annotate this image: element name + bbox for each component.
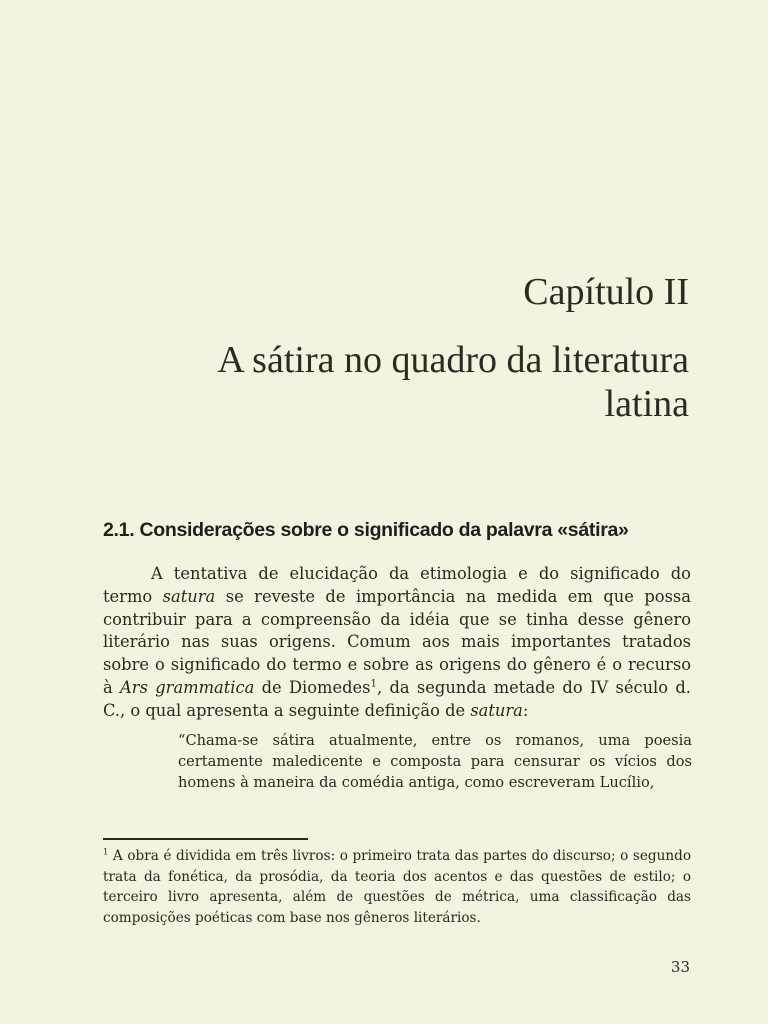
paragraph-text: A tentativa de elucidação da etimologia e do significado do termo [103, 564, 691, 606]
footnote-reference: 1 [370, 678, 377, 690]
paragraph-text: , da segunda metade do IV século d. C., o qual apresenta a seguinte definição de [103, 677, 691, 720]
body-paragraph [103, 563, 691, 723]
footnote-divider [103, 838, 308, 840]
footnote-marker: 1 [103, 846, 109, 857]
footnote [103, 846, 691, 928]
footnote-text: A obra é dividida em três livros: o primeiro trata das partes do discurso; o segundo trata da fonética, da prosódia, da teoria dos acentos e das questões de estilo; o terceiro livro apresenta, além de questões de métrica, uma classificação das composições poéticas com base nos gêneros literários. [103, 848, 691, 926]
work-title: Ars grammatica [120, 677, 255, 697]
page-number: 33 [670, 958, 690, 976]
term-satura: satura [470, 700, 523, 720]
block-quote: “Chama-se sátira atualmente, entre os romanos, uma poesia certamente maledicente e composta para censurar os vícios dos homens à maneira da comédia antiga, como escreveram Lucílio, [178, 732, 692, 791]
term-satura: satura [162, 586, 216, 606]
chapter-number: Capítulo II [523, 271, 689, 313]
paragraph-text: de Diomedes [254, 677, 371, 697]
section-heading: 2.1. Considerações sobre o significado da palavra «sátira» [103, 519, 629, 541]
chapter-title: A sátira no quadro da literatura latina [217, 339, 689, 425]
paragraph-text: : [522, 700, 529, 720]
paragraph-text: se reveste de importância na medida em que possa contribuir para a compreensão da idéia que se tinha desse gênero literário nas suas origens. Comum aos mais importantes tratados sobre o significado do termo e sobre as origens do gênero é o recurso à [103, 586, 691, 697]
